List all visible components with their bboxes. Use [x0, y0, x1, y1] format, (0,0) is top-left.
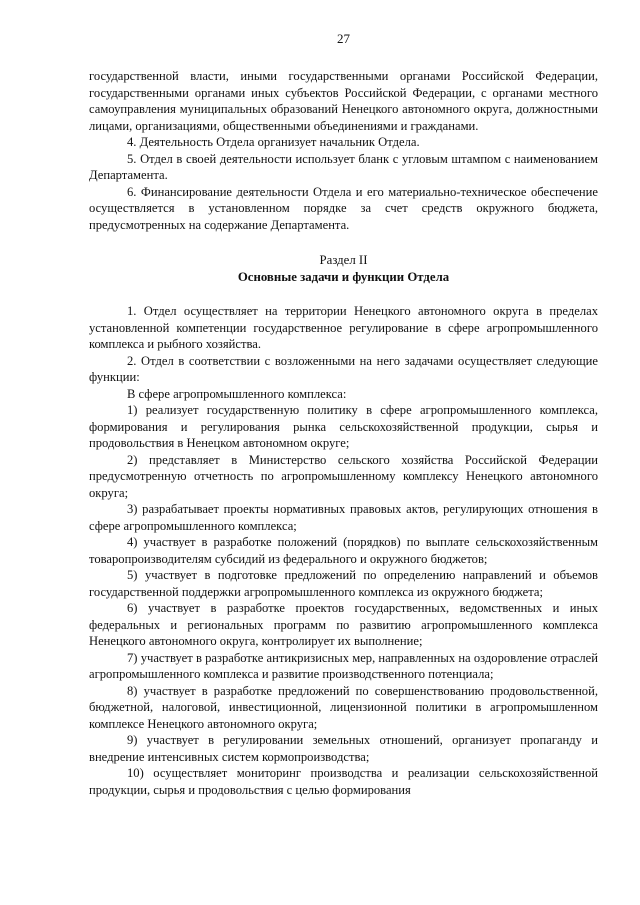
- function-item-3: 3) разрабатывает проекты нормативных правовых актов, регулирующих отношения в сфере агропромышленного комплекса;: [89, 502, 598, 533]
- paragraph-item-6: 6. Финансирование деятельности Отдела и его материально-техническое обеспечение осуществляется в установленном порядке за счет средств окружного бюджета, предусмотренных на содержание Департамента.: [89, 184, 598, 232]
- function-item-1: 1) реализует государственную политику в сфере агропромышленного комплекса, формирования и регулирования рынка сельскохозяйственной продукции, сырья и продовольствия в Ненецком автономном округе;: [89, 403, 598, 450]
- section-paragraph-2: 2. Отдел в соответствии с возложенными на него задачами осуществляет следующие функции:: [89, 353, 598, 384]
- document-page: [89, 30, 598, 798]
- function-item-9: 9) участвует в регулировании земельных отношений, организует пропаганду и внедрение интенсивных систем кормопроизводства;: [89, 733, 598, 764]
- subheading-agro: В сфере агропромышленного комплекса:: [127, 386, 347, 401]
- function-item-2: 2) представляет в Министерство сельского хозяйства Российской Федерации предусмотренную отчетность по агропромышленному комплексу Ненецкого автономного округа;: [89, 452, 598, 500]
- function-item-5: 5) участвует в подготовке предложений по определению направлений и объемов государственной поддержки агропромышленного комплекса из окружного бюджета;: [89, 568, 598, 599]
- paragraph-continuation: государственной власти, иными государственными органами Российской Федерации, государственными органами иных субъектов Российской Федерации, с органами местного самоуправления муниципальных образований Ненецкого автономного округа, должностными лицами, организациями, общественными объединениями и гражданами.: [89, 69, 598, 133]
- function-item-6: 6) участвует в разработке проектов государственных, ведомственных и иных федеральных и региональных программ по развитию агропромышленного комплекса Ненецкого автономного округа, контролирует их выполнение;: [89, 601, 598, 648]
- section-title: Основные задачи и функции Отдела: [237, 270, 450, 284]
- section-label: Раздел II: [319, 253, 368, 267]
- paragraph-item-5: 5. Отдел в своей деятельности использует бланк с угловым штампом с наименованием Департамента.: [89, 151, 598, 182]
- function-item-10: 10) осуществляет мониторинг производства и реализации сельскохозяйственной продукции, сырья и продовольствия с целью формирования: [89, 766, 598, 797]
- function-item-7: 7) участвует в разработке антикризисных мер, направленных на оздоровление отраслей агропромышленного комплекса и развитие производственного потенциала;: [89, 650, 598, 681]
- section-body: [89, 303, 598, 798]
- paragraph-item-4: 4. Деятельность Отдела организует начальник Отдела.: [127, 135, 420, 149]
- function-item-4: 4) участвует в разработке положений (порядков) по выплате сельскохозяйственным товаропроизводителям субсидий из федерального и окружного бюджетов;: [89, 535, 598, 566]
- page-number: 27: [337, 31, 350, 46]
- function-item-8: 8) участвует в разработке предложений по совершенствованию продовольственной, бюджетной, налоговой, инвестиционной, лицензионной политики в агропромышленном комплексе Ненецкого автономного округа;: [89, 683, 598, 731]
- section-paragraph-1: 1. Отдел осуществляет на территории Ненецкого автономного округа в пределах установленной компетенции государственное регулирование в сфере агропромышленного комплекса и рыбного хозяйства.: [89, 304, 598, 351]
- intro-block: [89, 68, 598, 233]
